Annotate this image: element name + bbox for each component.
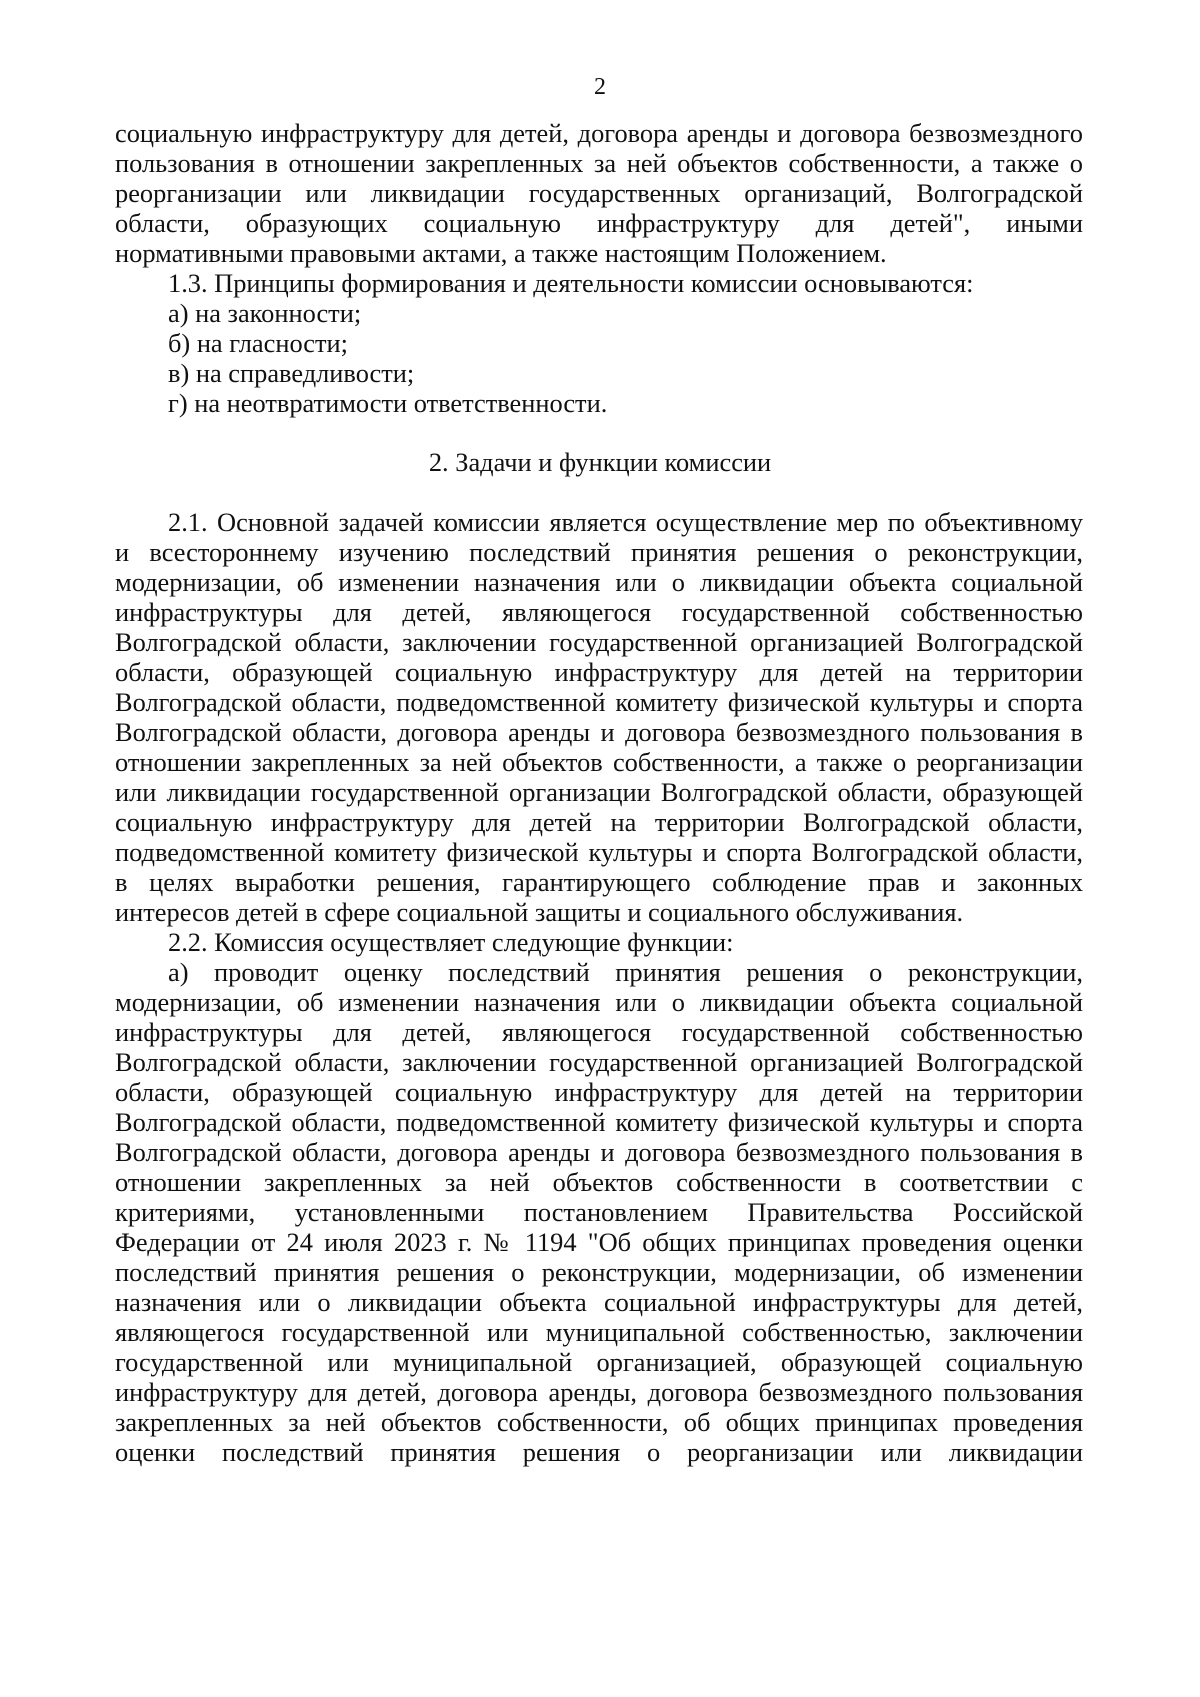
text-line: инфраструктуры для детей, являющегося государственной собственностью — [115, 1017, 1083, 1047]
text-line: Волгоградской области, договора аренды и договора безвозмездного пользования в — [115, 1137, 1083, 1167]
text-line: закрепленных за ней объектов собственности, об общих принципах проведения — [115, 1407, 1083, 1437]
principle-item: в) на справедливости; — [168, 358, 415, 388]
text-line: оценки последствий принятия решения о реорганизации или ликвидации — [115, 1437, 1083, 1467]
text-line: или ликвидации государственной организации Волгоградской области, образующей — [115, 777, 1083, 807]
principle-item: г) на неотвратимости ответственности. — [168, 388, 608, 418]
text-line: реорганизации или ликвидации государственных организаций, Волгоградской — [115, 178, 1083, 208]
text-line: области, образующей социальную инфраструктуру для детей на территории — [115, 657, 1083, 687]
text-line: Волгоградской области, договора аренды и договора безвозмездного пользования в — [115, 717, 1083, 747]
principle-item: б) на гласности; — [168, 328, 349, 358]
text-line: критериями, установленными постановлением Правительства Российской — [115, 1197, 1083, 1227]
text-line: являющегося государственной или муниципальной собственностью, заключении — [115, 1317, 1083, 1347]
text-line: модернизации, об изменении назначения или о ликвидации объекта социальной — [115, 567, 1083, 597]
page-number: 2 — [594, 74, 606, 100]
text-line: отношении закрепленных за ней объектов собственности, а также о реорганизации — [115, 747, 1083, 777]
principle-item: а) на законности; — [168, 298, 362, 328]
text-line: отношении закрепленных за ней объектов собственности в соответствии с — [115, 1167, 1083, 1197]
text-line: пользования в отношении закрепленных за ней объектов собственности, а также о — [115, 148, 1083, 178]
principles-intro: 1.3. Принципы формирования и деятельности комиссии основываются: — [168, 268, 974, 298]
section-heading: 2. Задачи и функции комиссии — [428, 447, 772, 477]
text-line: инфраструктуры для детей, являющегося государственной собственностью — [115, 597, 1083, 627]
text-line: государственной или муниципальной организацией, образующей социальную — [115, 1347, 1083, 1377]
text-line: социальную инфраструктуру для детей, договора аренды и договора безвозмездного — [115, 118, 1083, 148]
text-line: интересов детей в сфере социальной защиты и социального обслуживания. — [115, 897, 964, 927]
text-line: и всестороннему изучению последствий принятия решения о реконструкции, — [115, 537, 1083, 567]
text-line: инфраструктуру для детей, договора аренды, договора безвозмездного пользования — [115, 1377, 1083, 1407]
text-line: Волгоградской области, заключении государственной организацией Волгоградской — [115, 1047, 1083, 1077]
text-line: а) проводит оценку последствий принятия решения о реконструкции, — [168, 957, 1083, 987]
text-line: Волгоградской области, подведомственной комитету физической культуры и спорта — [115, 687, 1083, 717]
text-line: в целях выработки решения, гарантирующего соблюдение прав и законных — [115, 867, 1083, 897]
text-line: 2.1. Основной задачей комиссии является осуществление мер по объективному — [168, 507, 1083, 537]
text-line: нормативными правовыми актами, а также настоящим Положением. — [115, 238, 887, 268]
text-line: социальную инфраструктуру для детей на территории Волгоградской области, — [115, 807, 1083, 837]
text-line: подведомственной комитету физической культуры и спорта Волгоградской области, — [115, 837, 1083, 867]
text-line: последствий принятия решения о реконструкции, модернизации, об изменении — [115, 1257, 1083, 1287]
paragraph-2-2-intro: 2.2. Комиссия осуществляет следующие функции: — [168, 927, 734, 957]
text-line: назначения или о ликвидации объекта социальной инфраструктуры для детей, — [115, 1287, 1083, 1317]
text-line: модернизации, об изменении назначения или о ликвидации объекта социальной — [115, 987, 1083, 1017]
text-line: Волгоградской области, заключении государственной организацией Волгоградской — [115, 627, 1083, 657]
text-line: Федерации от 24 июля 2023 г. № 1194 "Об общих принципах проведения оценки — [115, 1227, 1083, 1257]
text-line: области, образующей социальную инфраструктуру для детей на территории — [115, 1077, 1083, 1107]
text-line: Волгоградской области, подведомственной комитету физической культуры и спорта — [115, 1107, 1083, 1137]
text-line: области, образующих социальную инфраструктуру для детей", иными — [115, 208, 1083, 238]
